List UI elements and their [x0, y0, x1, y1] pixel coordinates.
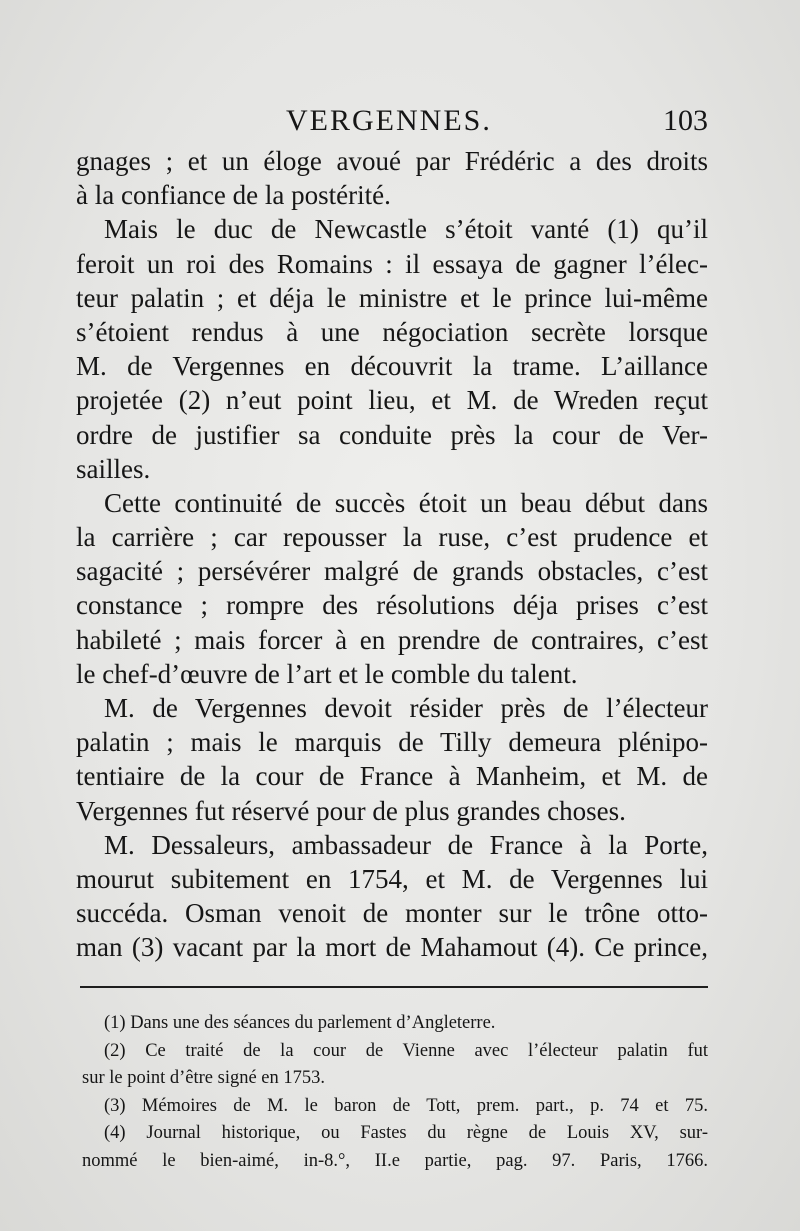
footnote-line: (2) Ce traité de la cour de Vienne avec l’électeur palatin fut [104, 1040, 708, 1061]
body-text [76, 144, 708, 965]
page-number: 103 [663, 104, 708, 137]
body-line: succéda. Osman venoit de monter sur le trône otto- [76, 898, 708, 929]
body-line: Vergennes fut réservé pour de plus grandes choses. [76, 795, 626, 826]
body-line: man (3) vacant par la mort de Mahamout (4). Ce prince, [76, 932, 708, 963]
body-line: le chef-d’œuvre de l’art et le comble du talent. [76, 658, 578, 689]
page-header [76, 104, 708, 144]
body-line: à la confiance de la postérité. [76, 180, 391, 211]
body-line: teur palatin ; et déja le ministre et le prince lui-même [76, 282, 708, 313]
body-line: M. de Vergennes en découvrit la trame. L’aillance [76, 351, 708, 382]
body-line: mourut subitement en 1754, et M. de Vergennes lui [76, 863, 708, 894]
body-line: Cette continuité de succès étoit un beau début dans [104, 487, 708, 518]
body-line: sailles. [76, 453, 151, 484]
body-line: M. Dessaleurs, ambassadeur de France à la Porte, [104, 829, 708, 860]
body-line: ordre de justifier sa conduite près la cour de Ver- [76, 419, 708, 450]
body-line: Mais le duc de Newcastle s’étoit vanté (1) qu’il [104, 214, 708, 245]
footnote-line: nommé le bien-aimé, in-8.°, II.e partie, pag. 97. Paris, 1766. [82, 1150, 708, 1171]
body-line: tentiaire de la cour de France à Manheim, et M. de [76, 761, 708, 792]
body-line: projetée (2) n’eut point lieu, et M. de Wreden reçut [76, 385, 708, 416]
body-line: M. de Vergennes devoit résider près de l’électeur [104, 693, 708, 723]
body-line: palatin ; mais le marquis de Tilly demeura plénipo- [76, 727, 708, 758]
body-line: gnages ; et un éloge avoué par Frédéric a des droits [76, 146, 708, 176]
body-line: constance ; rompre des résolutions déja prises c’est [76, 590, 708, 621]
footnote-line: (4) Journal historique, ou Fastes du règne de Louis XV, sur- [104, 1123, 708, 1143]
body-line: habileté ; mais forcer à en prendre de contraires, c’est [76, 624, 708, 655]
footnote-line: (3) Mémoires de M. le baron de Tott, prem. part., p. 74 et 75. [104, 1095, 708, 1116]
footnote-line: sur le point d’être signé en 1753. [82, 1068, 326, 1088]
footnote-divider [80, 986, 708, 988]
body-line: feroit un roi des Romains : il essaya de gagner l’élec- [76, 248, 708, 279]
running-title: VERGENNES. [286, 104, 492, 137]
footnote-line: (1) Dans une des séances du parlement d’Angleterre. [104, 1013, 496, 1033]
body-line: la carrière ; car repousser la ruse, c’est prudence et [76, 522, 708, 553]
body-line: s’étoient rendus à une négociation secrète lorsque [76, 316, 708, 347]
footnotes [82, 1010, 708, 1175]
body-line: sagacité ; persévérer malgré de grands obstacles, c’est [76, 556, 708, 587]
